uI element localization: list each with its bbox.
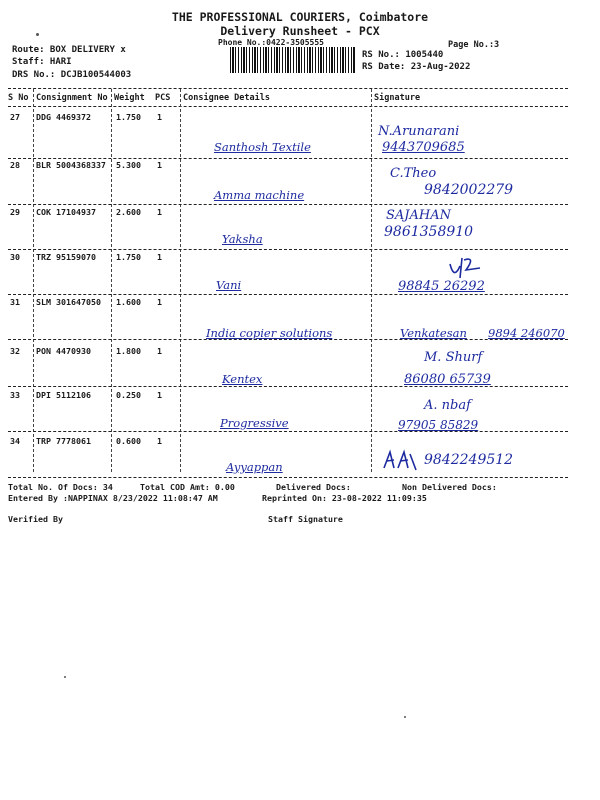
scan-speck <box>404 716 406 718</box>
scan-speck <box>64 676 66 678</box>
rs-number: RS No.: 1005440 <box>362 50 444 60</box>
row-sno: 27 <box>10 112 20 122</box>
document-title: Delivery Runsheet - PCX <box>220 24 380 38</box>
row-weight: 2.600 <box>116 207 141 217</box>
col-consignment: Consignment No <box>36 93 108 103</box>
row-weight: 1.600 <box>116 297 141 307</box>
row-consignee: Amma machine <box>214 188 305 202</box>
row-signature: N.Arunarani <box>378 124 460 139</box>
row-consignee: Ayyappan <box>226 460 283 474</box>
entered-by: Entered By :NAPPINAX 8/23/2022 11:08:47 AM <box>8 493 218 503</box>
row-consignment: PON 4470930 <box>36 346 91 356</box>
route-label: Route: BOX DELIVERY x <box>12 45 126 55</box>
row-sno: 29 <box>10 207 20 217</box>
company-title: THE PROFESSIONAL COURIERS, Coimbatore <box>171 10 429 24</box>
row-consignment: BLR 5004368337 <box>36 160 106 170</box>
col-weight: Weight <box>114 93 145 103</box>
row-signature: C.Theo <box>390 166 437 181</box>
row-pcs: 1 <box>157 252 162 262</box>
row-consignee: India copier solutions <box>206 326 333 340</box>
row-phone: 98845 26292 <box>398 279 485 294</box>
row-rule <box>8 249 568 250</box>
row-pcs: 1 <box>157 112 162 122</box>
row-consignee: Kentex <box>222 372 263 386</box>
row-phone: 9842249512 <box>424 452 514 468</box>
row-weight: 5.300 <box>116 160 141 170</box>
row-sno: 30 <box>10 252 20 262</box>
header-rule-top <box>8 88 568 89</box>
col-consignee: Consignee Details <box>183 93 270 103</box>
scan-speck <box>36 33 39 36</box>
row-rule <box>8 477 568 478</box>
verified-by: Verified By <box>8 514 63 524</box>
row-consignment: DDG 4469372 <box>36 112 91 122</box>
page-number: Page No.:3 <box>448 40 500 50</box>
row-rule <box>8 294 568 295</box>
row-weight: 0.600 <box>116 436 141 446</box>
col-pcs: PCS <box>155 93 171 103</box>
row-phone: 97905 85829 <box>398 418 479 432</box>
delivered-docs: Delivered Docs: <box>276 482 351 492</box>
header-rule-bottom <box>8 106 568 107</box>
row-pcs: 1 <box>157 346 162 356</box>
row-consignee: Progressive <box>220 416 289 430</box>
phone-number: Phone No.:0422-3505555 <box>218 38 324 47</box>
row-pcs: 1 <box>157 390 162 400</box>
row-pcs: 1 <box>157 160 162 170</box>
row-weight: 0.250 <box>116 390 141 400</box>
row-pcs: 1 <box>157 207 162 217</box>
divider <box>180 89 181 472</box>
row-consignee: Santhosh Textile <box>214 140 311 154</box>
row-rule <box>8 431 568 432</box>
row-consignee: Yaksha <box>222 232 263 246</box>
row-sno: 31 <box>10 297 20 307</box>
staff-label: Staff: HARI <box>12 57 72 67</box>
row-sno: 28 <box>10 160 20 170</box>
barcode-image <box>230 47 356 73</box>
row-pcs: 1 <box>157 297 162 307</box>
row-rule <box>8 386 568 387</box>
rs-date: RS Date: 23-Aug-2022 <box>362 62 471 72</box>
row-consignment: TRZ 95159070 <box>36 252 96 262</box>
row-pcs: 1 <box>157 436 162 446</box>
non-delivered-docs: Non Delivered Docs: <box>402 482 497 492</box>
row-consignment: COK 17104937 <box>36 207 96 217</box>
drs-number: DRS No.: DCJB100544003 <box>12 70 132 80</box>
col-sno: S No <box>8 93 29 103</box>
divider <box>371 89 372 472</box>
row-weight: 1.800 <box>116 346 141 356</box>
staff-signature: Staff Signature <box>268 514 343 524</box>
row-consignment: DPI 5112106 <box>36 390 91 400</box>
row-rule <box>8 204 568 205</box>
total-docs: Total No. Of Docs: 34 <box>8 482 113 492</box>
row-weight: 1.750 <box>116 252 141 262</box>
reprinted-on: Reprinted On: 23-08-2022 11:09:35 <box>262 493 427 503</box>
row-signature: A. nbaf <box>424 398 471 413</box>
row-rule <box>8 158 568 159</box>
row-signature: Venkatesan <box>400 326 467 340</box>
row-consignment: TRP 7778061 <box>36 436 91 446</box>
row-phone: 9842002279 <box>424 182 514 198</box>
row-rule <box>8 339 568 340</box>
row-consignee: Vani <box>216 278 242 292</box>
col-signature: Signature <box>374 93 421 103</box>
signature-scribble-icon <box>380 448 422 474</box>
row-phone: 9894 246070 <box>488 326 565 340</box>
divider <box>33 89 34 472</box>
row-sno: 33 <box>10 390 20 400</box>
row-weight: 1.750 <box>116 112 141 122</box>
row-phone: 9443709685 <box>382 140 465 155</box>
total-cod: Total COD Amt: 0.00 <box>140 482 235 492</box>
row-phone: 86080 65739 <box>404 372 491 387</box>
row-consignment: SLM 301647050 <box>36 297 101 307</box>
row-signature: SAJAHAN <box>386 208 451 223</box>
divider <box>111 89 112 472</box>
row-phone: 9861358910 <box>384 224 474 240</box>
row-sno: 34 <box>10 436 20 446</box>
row-signature: M. Shurf <box>424 350 483 365</box>
row-sno: 32 <box>10 346 20 356</box>
signature-scribble-icon <box>446 254 486 280</box>
